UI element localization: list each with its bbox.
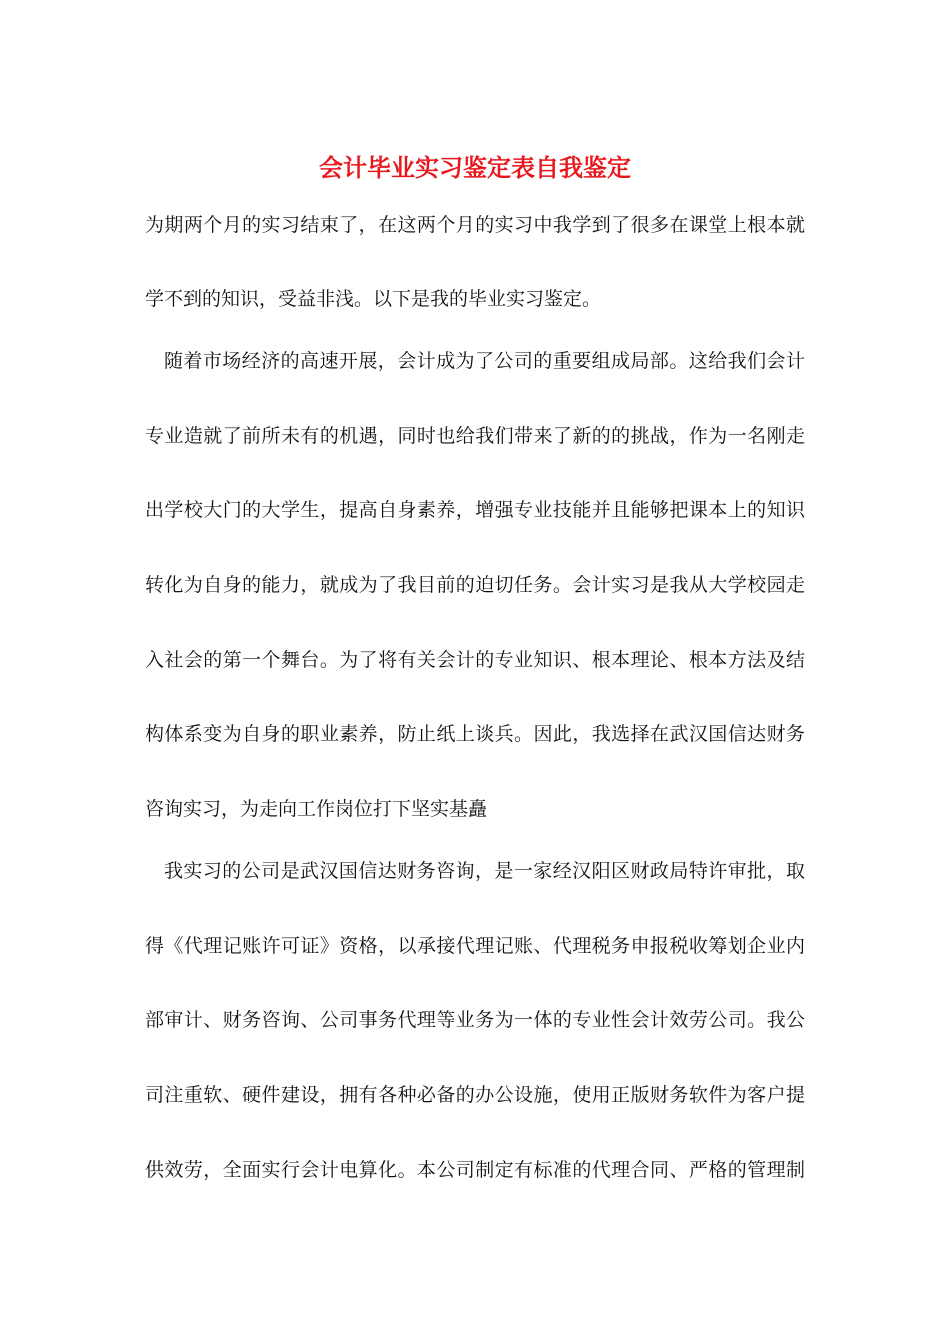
paragraph-line: 供效劳，全面实行会计电算化。本公司制定有标准的代理合同、严格的管理制 bbox=[145, 1159, 805, 1181]
paragraph-line: 随着市场经济的高速开展，会计成为了公司的重要组成局部。这给我们会计 bbox=[164, 350, 805, 372]
paragraph-line: 部审计、财务咨询、公司事务代理等业务为一体的专业性会计效劳公司。我公 bbox=[145, 1009, 805, 1031]
paragraph-line: 得《代理记账许可证》资格，以承接代理记账、代理税务申报税收筹划企业内 bbox=[145, 935, 805, 957]
paragraph-line: 司注重软、硬件建设，拥有各种必备的办公设施，使用正版财务软件为客户提 bbox=[145, 1084, 805, 1106]
paragraph-line: 我实习的公司是武汉国信达财务咨询，是一家经汉阳区财政局特许审批，取 bbox=[164, 860, 805, 882]
paragraph-line: 入社会的第一个舞台。为了将有关会计的专业知识、根本理论、根本方法及结 bbox=[145, 649, 805, 671]
paragraph-line: 咨询实习，为走向工作岗位打下坚实基矗 bbox=[145, 798, 488, 820]
paragraph-line: 转化为自身的能力，就成为了我目前的迫切任务。会计实习是我从大学校园走 bbox=[145, 574, 805, 596]
paragraph-line: 为期两个月的实习结束了，在这两个月的实习中我学到了很多在课堂上根本就 bbox=[145, 214, 805, 236]
document-title: 会计毕业实习鉴定表自我鉴定 bbox=[319, 153, 631, 182]
paragraph-line: 学不到的知识，受益非浅。以下是我的毕业实习鉴定。 bbox=[145, 288, 602, 310]
paragraph-line: 专业造就了前所未有的机遇，同时也给我们带来了新的的挑战，作为一名刚走 bbox=[145, 425, 805, 447]
paragraph-line: 构体系变为自身的职业素养，防止纸上谈兵。因此，我选择在武汉国信达财务 bbox=[145, 723, 805, 745]
paragraph-line: 出学校大门的大学生，提高自身素养，增强专业技能并且能够把课本上的知识 bbox=[145, 499, 805, 521]
